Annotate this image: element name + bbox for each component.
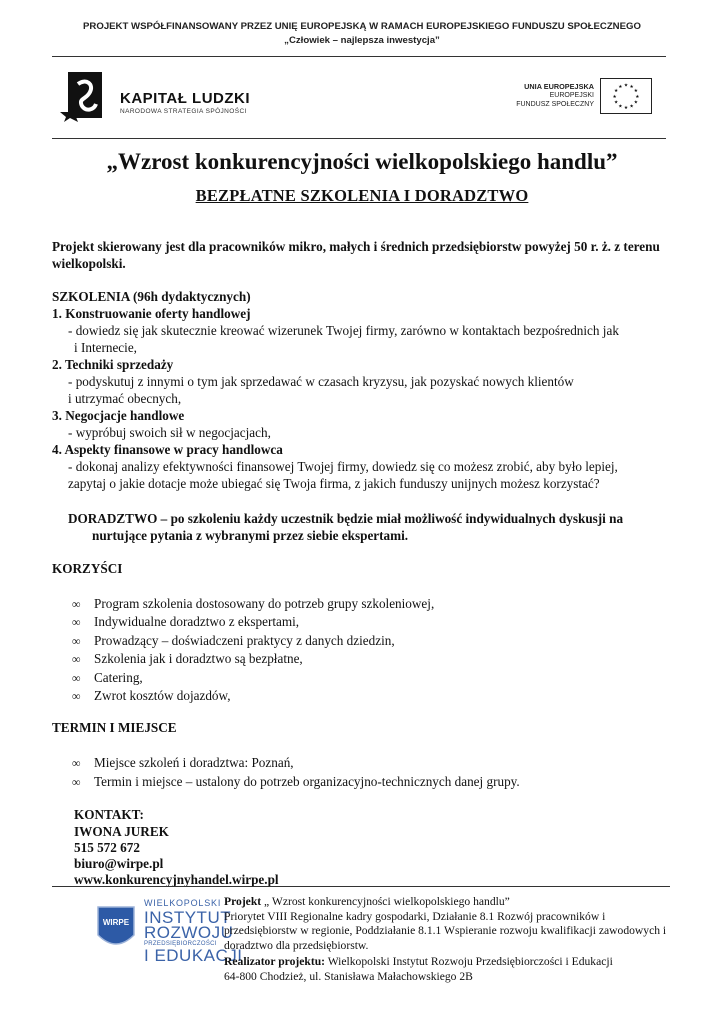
infinity-bullet-icon: ∞ <box>72 615 81 630</box>
list-item: ∞ Miejsce szkoleń i doradztwa: Poznań, <box>52 754 672 772</box>
infinity-bullet-icon: ∞ <box>72 597 81 611</box>
advice-line-2: nurtujące pytania z wybranymi przez siebie ekspertami. <box>92 528 409 543</box>
wirpe-line-5: I EDUKACJI <box>144 946 243 965</box>
wirpe-line-2: INSTYTUT <box>144 908 232 927</box>
svg-text:★: ★ <box>614 89 619 95</box>
infinity-bullet-icon: ∞ <box>72 652 81 667</box>
svg-text:★: ★ <box>623 106 629 112</box>
svg-text:★: ★ <box>635 94 640 100</box>
infinity-bullet-icon: ∞ <box>72 670 81 685</box>
eu-text <box>516 82 594 109</box>
advice-text <box>52 510 672 544</box>
page-title: „Wzrost konkurencyjności wielkopolskiego handlu” <box>106 149 618 174</box>
svg-text:★: ★ <box>633 100 638 106</box>
contact-block <box>52 807 672 888</box>
contact-email[interactable]: biuro@wirpe.pl <box>74 856 164 872</box>
training-item-4-desc: - dokonaj analizy efektywności finansowej Twojej firmy, dowiedz się co możesz zrobić, aby było lepiej, <box>68 459 618 474</box>
list-item: ∞ Szkolenia jak i doradztwo są bezpłatne, <box>52 650 672 668</box>
training-item-1-title: 1. Konstruowanie oferty handlowej <box>52 306 251 321</box>
project-header <box>0 20 724 48</box>
wirpe-line-3: ROZWOJU <box>144 923 234 942</box>
training-item-2-desc-cont: i utrzymać obecnych, <box>68 391 182 406</box>
training-item-4-title: 4. Aspekty finansowe w pracy handlowca <box>52 442 283 457</box>
training-item-1-desc-cont: i Internecie, <box>74 340 137 355</box>
logo-rule <box>52 138 666 139</box>
place-heading: TERMIN I MIEJSCE <box>52 720 177 736</box>
contact-phone: 515 572 672 <box>74 839 140 855</box>
place-list <box>52 754 672 791</box>
footer-project-name: „ Wzrost konkurencyjności wielkopolskiego handlu” <box>261 895 510 908</box>
wirpe-line-1: WIELKOPOLSKI <box>144 898 222 908</box>
wirpe-line-4: PRZEDSIĘBIORCZOŚCI <box>144 941 217 947</box>
list-item: ∞ Indywidualne doradztwo z ekspertami, <box>52 613 672 631</box>
training-item-4-desc-cont: zapytaj o jakie dotacje może ubiegać się Twoja firma, z jakich funduszy unijnych możesz korzystać? <box>68 476 600 491</box>
footer-priority: Priorytet VIII Regionalne kadry gospodarki, Działanie 8.1 Rozwój pracowników i przedsiębiorstw w regionie, Poddziałanie 8.1.1 Wspieranie rozwoju kwalifikacji zawodowych i doradztwo dla przedsiębiorstw. <box>224 909 667 952</box>
kapital-ludzki-title: KAPITAŁ LUDZKI <box>120 90 251 107</box>
footer-project-label: Projekt <box>224 895 262 908</box>
footer-text <box>224 895 670 985</box>
page-subtitle: BEZPŁATNE SZKOLENIA I DORADZTWO <box>195 186 529 205</box>
footer-realizer <box>224 955 670 970</box>
list-item: ∞ Catering, <box>52 669 672 687</box>
eu-logo <box>512 78 652 118</box>
footer <box>52 886 670 983</box>
wirpe-shield-icon <box>96 905 136 953</box>
footer-realizer-name: Wielkopolski Instytut Rozwoju Przedsiębiorczości i Edukacji <box>325 955 613 969</box>
training-item-3-desc: - wypróbuj swoich sił w negocjacjach, <box>68 425 271 440</box>
header-line-2: „Człowiek – najlepsza inwestycja” <box>284 35 440 46</box>
svg-text:★: ★ <box>618 85 623 91</box>
contact-name: IWONA JUREK <box>74 823 169 839</box>
wirpe-badge-text: WIRPE <box>102 918 130 927</box>
eu-flag-icon <box>600 78 652 114</box>
main-content <box>52 238 672 889</box>
training-item-1-desc: - dowiedz się jak skutecznie kreować wizerunek Twojej firmy, zarówno w kontaktach bezpośrednich jak <box>68 323 619 338</box>
benefits-list <box>52 595 672 705</box>
kapital-ludzki-subtitle: NARODOWA STRATEGIA SPÓJNOŚCI <box>120 108 247 115</box>
list-item: ∞ Program szkolenia dostosowany do potrzeb grupy szkoleniowej, <box>52 595 672 613</box>
footer-address: 64-800 Chodzież, ul. Stanisława Małachowskiego 2B <box>224 969 473 983</box>
list-item: ∞ Zwrot kosztów dojazdów, <box>52 687 672 705</box>
training-item-2-title: 2. Techniki sprzedaży <box>52 357 174 372</box>
svg-text:★: ★ <box>618 104 623 110</box>
header-rule <box>52 56 666 57</box>
eu-line-2: EUROPEJSKI <box>549 92 594 99</box>
training-item-2-desc: - podyskutuj z innymi o tym jak sprzedawać w czasach kryzysu, jak pozyskać nowych klientów <box>68 374 574 389</box>
eu-line-3: FUNDUSZ SPOŁECZNY <box>516 101 594 108</box>
list-item: ∞ Prowadzący – doświadczeni praktycy z danych dziedzin, <box>52 632 672 650</box>
kapital-ludzki-mark-icon <box>60 70 104 128</box>
contact-heading: KONTAKT: <box>74 807 144 823</box>
logo-row <box>52 66 666 130</box>
infinity-bullet-icon: ∞ <box>72 774 81 789</box>
svg-text:★: ★ <box>623 83 629 89</box>
footer-project <box>224 895 670 910</box>
benefits-heading: KORZYŚCI <box>52 561 123 576</box>
eu-line-1: UNIA EUROPEJSKA <box>524 82 594 91</box>
kapital-ludzki-logo <box>60 70 300 130</box>
intro-text: Projekt skierowany jest dla pracowników mikro, małych i średnich przedsiębiorstw powyżej 50 r. ż. z terenu wielkopolski. <box>52 239 660 271</box>
trainings-heading: SZKOLENIA (96h dydaktycznych) <box>52 289 251 304</box>
header-line-1: PROJEKT WSPÓŁFINANSOWANY PRZEZ UNIĘ EUROPEJSKĄ W RAMACH EUROPEJSKIEGO FUNDUSZU SPOŁECZNEGO <box>83 21 641 32</box>
svg-text:★: ★ <box>612 94 617 100</box>
svg-text:★: ★ <box>633 89 638 95</box>
svg-text:★: ★ <box>614 100 619 106</box>
infinity-bullet-icon: ∞ <box>72 633 81 648</box>
list-item: ∞ Termin i miejsce – ustalony do potrzeb organizacyjno-technicznych danej grupy. <box>52 773 672 791</box>
svg-text:★: ★ <box>629 85 634 91</box>
advice-line-1: DORADZTWO – po szkoleniu każdy uczestnik będzie miał możliwość indywidualnych dyskusji na <box>68 511 624 526</box>
infinity-bullet-icon: ∞ <box>72 689 81 704</box>
training-item-3-title: 3. Negocjacje handlowe <box>52 408 185 423</box>
footer-realizer-label: Realizator projektu: <box>224 955 325 969</box>
infinity-bullet-icon: ∞ <box>72 756 81 771</box>
svg-text:★: ★ <box>629 104 634 110</box>
contact-website[interactable]: www.konkurencyjnyhandel.wirpe.pl <box>74 872 279 888</box>
